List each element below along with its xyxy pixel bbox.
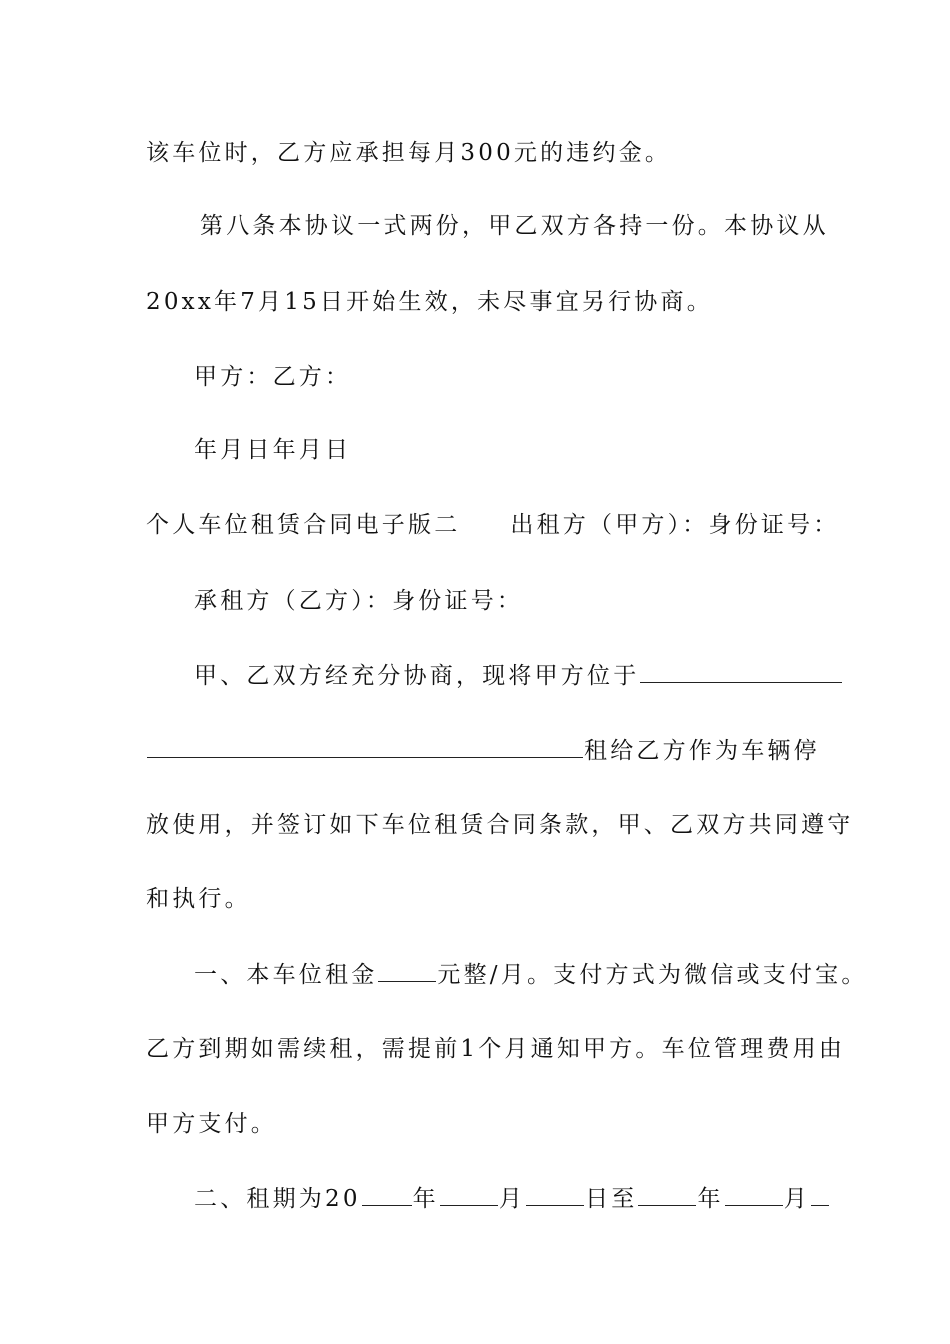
paragraph-line [146,810,854,840]
fill-in-blank[interactable] [638,1183,696,1206]
text-run: 月 [783,1186,810,1212]
text-run: 甲、乙双方经充分协商，现将甲方位于 [194,663,640,689]
fill-in-blank[interactable] [811,1183,829,1206]
signature-date-line [194,435,884,465]
text-run: 承租方（乙方）：身份证号： [194,588,524,614]
text-run: 年月日年月日 [194,437,352,463]
fill-in-blank[interactable] [378,959,436,982]
fill-in-blank[interactable] [526,1183,584,1206]
fill-in-blank[interactable] [362,1183,412,1206]
text-run: 乙方到期如需续租，需提前1个月通知甲方。车位管理费用由 [146,1036,846,1062]
paragraph-line [146,735,836,766]
paragraph-line [194,959,884,990]
text-run: 第八条本协议一式两份，甲乙双方各持一份。本协议从 [200,213,829,239]
text-run: 二、租期为20 [194,1186,361,1212]
text-run: 年 [697,1186,724,1212]
text-run: 出租方（甲方）：身份证号： [510,512,840,538]
paragraph-line [146,1109,836,1139]
text-run: 日至 [585,1186,638,1212]
text-run: 月 [498,1186,526,1212]
text-run: 和执行。 [146,886,251,912]
paragraph-line [146,1034,846,1064]
text-run: 甲方支付。 [146,1111,277,1137]
text-run: 甲方：乙方： [194,364,352,390]
section-heading-line [146,510,840,540]
text-run: 一、本车位租金 [194,962,378,988]
paragraph-line [194,586,884,616]
paragraph-line [200,211,890,241]
paragraph-line [194,1183,884,1214]
signature-parties-line [194,362,884,392]
text-run: 年 [412,1186,439,1212]
text-run: 放使用，并签订如下车位租赁合同条款，甲、乙双方共同遵守 [146,812,854,838]
text-run: 该车位时，乙方应承担每月300元的违约金。 [146,140,672,166]
fill-in-blank[interactable] [640,660,842,683]
text-run: 租给乙方作为车辆停 [584,738,820,764]
text-run: 20xx年7月15日开始生效，未尽事宜另行协商。 [146,289,713,315]
paragraph-line [146,138,836,168]
text-run: 元整/月。支付方式为微信或支付宝。 [437,962,868,988]
paragraph-line [146,884,836,914]
fill-in-blank[interactable] [147,735,583,758]
fill-in-blank[interactable] [725,1183,783,1206]
fill-in-blank[interactable] [440,1183,498,1206]
paragraph-line [194,660,884,691]
section-title: 个人车位租赁合同电子版二 [146,512,461,538]
paragraph-line [146,287,836,317]
